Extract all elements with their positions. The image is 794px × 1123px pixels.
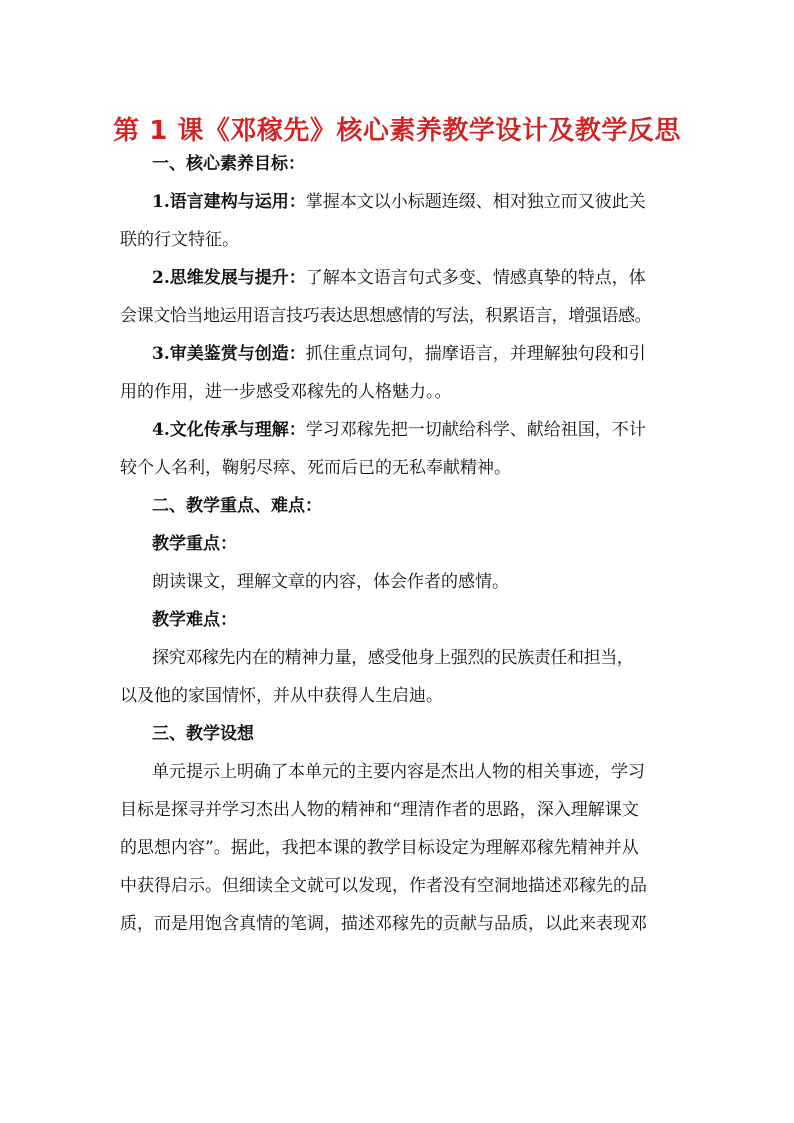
goal-text: 学习邓稼先把一切献给科学、献给祖国，不计 xyxy=(305,420,646,440)
section-heading-key-points: 二、教学重点、难点： xyxy=(152,496,322,516)
teaching-idea-line: 的思想内容”。据此，我把本课的教学目标设定为理解邓稼先精神并从 xyxy=(120,838,639,858)
goal-item-3-cont: 用的作用，进一步感受邓稼先的人格魅力。。 xyxy=(120,382,452,402)
goal-item-3 xyxy=(120,335,680,373)
key-point-text: 朗读课文，理解文章的内容，体会作者的感情。 xyxy=(152,572,509,592)
goal-item-1 xyxy=(120,183,680,221)
document-title: 第 1 课《邓稼先》核心素养教学设计及教学反思 xyxy=(113,116,681,146)
difficulty-text-cont: 以及他的家国情怀，并从中获得人生启迪。 xyxy=(120,686,443,706)
goal-item-2-cont: 会课文恰当地运用语言技巧表达思想感情的写法，积累语言，增强语感。 xyxy=(120,306,652,326)
key-point-label: 教学重点： xyxy=(152,534,237,554)
goal-item-1-cont: 联的行文特征。 xyxy=(120,230,239,250)
goal-label: 4.文化传承与理解： xyxy=(152,420,306,440)
section-heading-teaching-idea: 三、教学设想 xyxy=(152,724,254,744)
goal-item-4 xyxy=(120,411,680,449)
goal-item-2 xyxy=(120,259,680,297)
document-body xyxy=(120,145,680,943)
goal-label: 1.语言建构与运用： xyxy=(152,192,306,212)
goal-item-4-cont: 较个人名利，鞠躬尽瘁、死而后已的无私奉献精神。 xyxy=(120,458,511,478)
difficulty-label: 教学难点： xyxy=(152,610,237,630)
goal-text: 掌握本文以小标题连缀、相对独立而又彼此关 xyxy=(305,192,646,212)
teaching-idea-line: 质，而是用饱含真情的笔调，描述邓稼先的贡献与品质，以此来表现邓 xyxy=(120,914,647,934)
goal-label: 2.思维发展与提升： xyxy=(152,268,306,288)
goal-text: 了解本文语言句式多变、情感真挚的特点，体 xyxy=(305,268,646,288)
teaching-idea-line: 目标是探寻并学习杰出人物的精神和“理清作者的思路，深入理解课文 xyxy=(120,800,639,820)
teaching-idea-line: 单元提示上明确了本单元的主要内容是杰出人物的相关事迹，学习 xyxy=(152,762,645,782)
goal-label: 3.审美鉴赏与创造： xyxy=(152,344,306,364)
goal-text: 抓住重点词句，揣摩语言，并理解独句段和引 xyxy=(305,344,646,364)
section-heading-goals: 一、核心素养目标： xyxy=(152,154,305,174)
teaching-idea-line: 中获得启示。但细读全文就可以发现，作者没有空洞地描述邓稼先的品 xyxy=(120,876,647,896)
difficulty-text: 探究邓稼先内在的精神力量，感受他身上强烈的民族责任和担当， xyxy=(152,648,634,668)
